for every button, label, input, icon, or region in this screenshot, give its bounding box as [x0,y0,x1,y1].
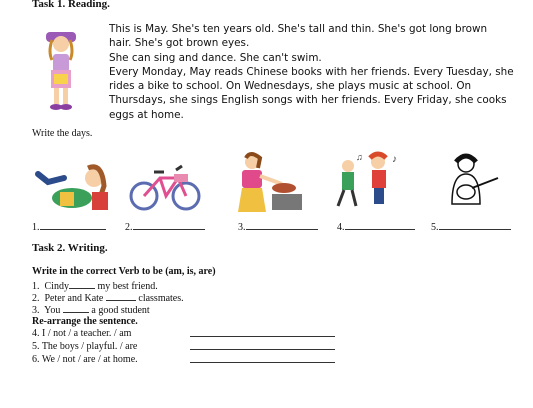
answer-5[interactable] [431,219,511,233]
item-rest: my best friend. [97,281,158,292]
item-subject: You [44,305,61,316]
verb-blank[interactable] [69,278,95,289]
item-rest: a good student [91,305,150,316]
reading-passage [109,22,524,122]
passage-line: Thursdays, she sings English songs with her friends. Every Friday, she cooks [109,94,507,107]
rearrange-item-5: 5. The boys / playful. / are [32,341,138,352]
answer-number: 3. [238,222,246,233]
item-number: 3. [32,305,40,316]
rearrange-answer-line-4[interactable] [190,336,335,337]
verb-blank[interactable] [63,302,89,313]
task2-title: Task 2. Writing. [32,242,108,254]
rearrange-answer-line-6[interactable] [190,362,335,363]
item-subject: Cindy [44,281,69,292]
answer-1[interactable] [32,219,106,233]
answer-4[interactable] [337,219,415,233]
answer-number: 5. [431,222,439,233]
answer-number: 1. [32,222,40,233]
answer-number: 4. [337,222,345,233]
passage-line: hair. She's got brown eyes. [109,37,250,50]
task1-title: Task 1. Reading. [32,0,110,10]
verb-blank[interactable] [106,290,136,301]
passage-line: Every Monday, May reads Chinese books with her friends. Every Tuesday, she [109,65,514,78]
passage-line: She can sing and dance. She can't swim. [109,51,322,64]
answer-blank[interactable] [439,219,511,230]
answer-blank[interactable] [40,219,106,230]
music-band-illustration [334,152,402,210]
answer-number: 2. [125,222,133,233]
item-subject: Peter and Kate [44,293,104,304]
answer-blank[interactable] [345,219,415,230]
passage-line: This is May. She's ten years old. She's tall and thin. She's got long brown [109,23,488,35]
verb-to-be-heading: Write in the correct Verb to be (am, is, are) [32,266,216,277]
answer-blank[interactable] [133,219,205,230]
passage-line: eggs at home. [109,108,184,121]
svg-text:♫: ♫ [356,152,363,162]
item-rest: classmates. [138,293,184,304]
may-girl-illustration [40,30,82,114]
answer-3[interactable] [238,219,318,233]
rearrange-heading: Re-arrange the sentence. [32,316,138,327]
rearrange-item-6: 6. We / not / are / at home. [32,354,138,365]
rearrange-item-4: 4. I / not / a teacher. / am [32,328,132,339]
girl-reading-illustration [30,152,110,218]
write-days-instruction: Write the days. [32,128,93,139]
girl-guitar-illustration [442,154,502,210]
girl-cooking-illustration [236,152,306,214]
verb-item-3 [32,302,150,316]
rearrange-answer-line-5[interactable] [190,349,335,350]
item-number: 1. [32,281,40,292]
passage-line: rides a bike to school. On Wednesdays, she plays music at school. On [109,80,472,93]
item-number: 2. [32,293,40,304]
answer-blank[interactable] [246,219,318,230]
answer-2[interactable] [125,219,205,233]
svg-text:♪: ♪ [392,154,397,165]
bicycle-illustration [128,156,202,212]
